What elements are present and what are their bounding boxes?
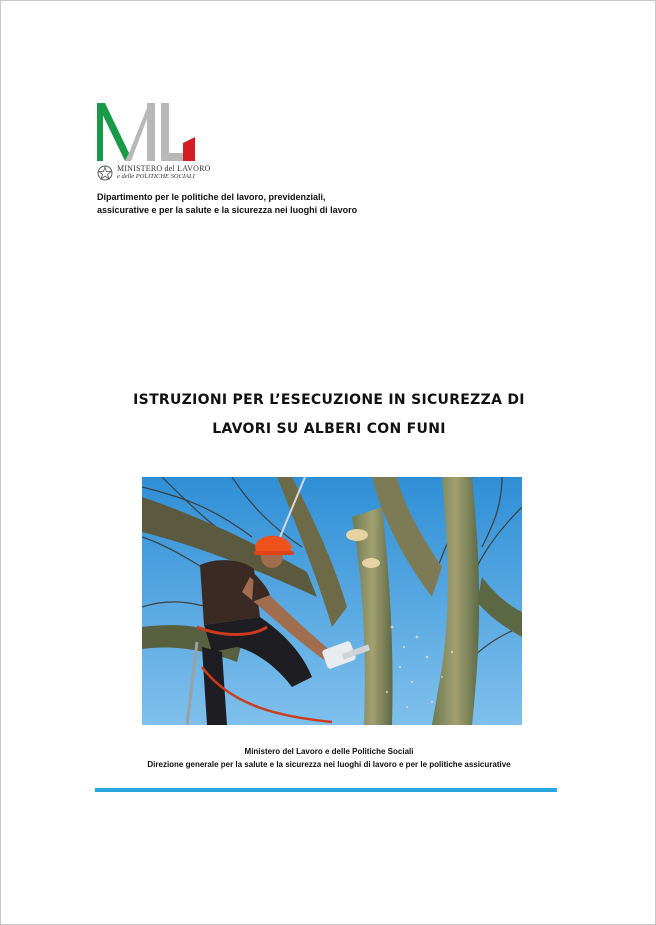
republic-emblem-icon xyxy=(97,164,113,182)
ministry-name-block xyxy=(97,164,211,182)
title-line1: ISTRUZIONI PER L’ESECUZIONE IN SICUREZZA DI xyxy=(133,392,525,408)
department-line2: assicurative e per la salute e la sicurezza nei luoghi di lavoro xyxy=(97,205,358,215)
title-line2: LAVORI SU ALBERI CON FUNI xyxy=(212,421,446,437)
ministry-logo xyxy=(97,101,197,163)
publisher-footer xyxy=(101,745,557,771)
footer-line1: Ministero del Lavoro e delle Politiche Sociali xyxy=(244,747,414,756)
ministry-name-line2: e delle POLITICHE SOCIALI xyxy=(117,173,195,180)
ministry-name-line1: MINISTERO del LAVORO xyxy=(117,164,211,173)
department-line1: Dipartimento per le politiche del lavoro, previdenziali, xyxy=(97,192,326,202)
footer-line2: Direzione generale per la salute e la sicurezza nei luoghi di lavoro e per le politiche assicurative xyxy=(147,760,511,769)
cover-photo xyxy=(142,477,522,725)
document-title xyxy=(101,386,557,444)
department-heading xyxy=(97,191,397,217)
accent-divider xyxy=(95,788,557,792)
